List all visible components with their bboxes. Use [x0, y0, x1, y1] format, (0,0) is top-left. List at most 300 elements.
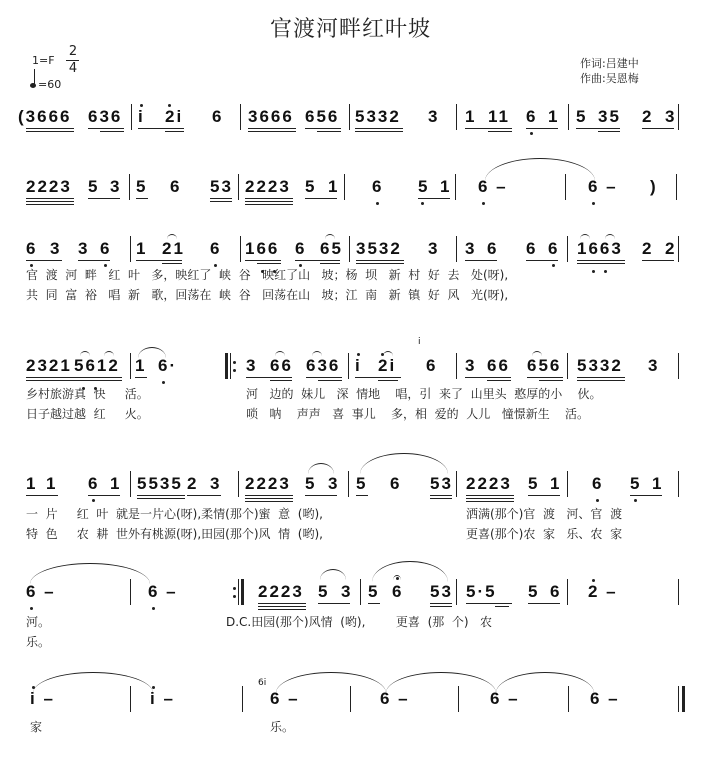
beam-underline: [495, 606, 509, 607]
note-group: 6 –: [380, 689, 410, 708]
note-group: 2i: [165, 107, 184, 126]
lyric-line: 家: [30, 720, 43, 734]
beam-underline: [378, 380, 398, 381]
lyric-line: 乡村旅游真 快 活。: [26, 387, 149, 401]
note-group: 3: [210, 474, 222, 493]
note-group: 3: [465, 239, 477, 258]
beam-underline: [539, 380, 563, 381]
slur-arc: [386, 672, 496, 693]
note-group: 1: [652, 474, 664, 493]
slur-arc: [605, 234, 615, 239]
note-group: 2223: [26, 177, 72, 196]
slur-arc: [30, 563, 150, 584]
bar-line: [349, 104, 350, 130]
beam-underline: [577, 377, 625, 378]
bar-line: [567, 579, 568, 605]
beam-underline: [26, 198, 74, 199]
note-group: 2321: [26, 356, 72, 375]
bar-line: [456, 471, 457, 497]
octave-dot: [30, 264, 33, 267]
slur-arc: [320, 569, 346, 580]
score-system: [0, 177, 701, 196]
beam-underline: [165, 131, 184, 132]
note-group: 6 –: [490, 689, 520, 708]
beam-underline: [430, 495, 452, 496]
beam-underline: [248, 128, 296, 129]
note-group: 2 –: [588, 582, 618, 601]
bar-line: [240, 236, 241, 262]
score-system: [0, 678, 701, 734]
bar-line: [131, 104, 132, 130]
note-group: 6: [548, 239, 560, 258]
slur-arc: [167, 234, 177, 239]
octave-dot: [168, 104, 171, 107]
note-group: 66: [270, 356, 293, 375]
bar-line: [360, 579, 361, 605]
note-group: i –: [30, 689, 55, 708]
slur-arc: [485, 158, 595, 181]
bar-line: [567, 236, 568, 262]
slur-arc: [325, 234, 335, 239]
beam-underline: [245, 498, 293, 499]
beam-underline: [270, 380, 292, 381]
note-group: 6: [170, 177, 182, 196]
repeat-dot: [233, 361, 236, 364]
note-group: 6: [372, 177, 384, 196]
note-group: 1663: [577, 239, 623, 258]
beam-underline: [487, 377, 511, 378]
note-group: 166: [245, 239, 280, 258]
bar-line: [130, 353, 131, 379]
note-group: 2: [642, 107, 654, 126]
note-group: 3: [246, 356, 258, 375]
note-group: 5: [528, 582, 540, 601]
note-group: 6·: [158, 356, 178, 375]
beam-underline: [270, 377, 292, 378]
beam-underline: [539, 377, 563, 378]
note-group: 3: [341, 582, 353, 601]
note-group: 2: [642, 239, 654, 258]
note-group: 6 –: [588, 177, 618, 196]
score-system: [0, 239, 701, 302]
note-group: 1: [440, 177, 452, 196]
note-group: 1: [46, 474, 58, 493]
time-signature-bottom: 4: [68, 61, 78, 76]
beam-underline: [26, 495, 58, 496]
beam-underline: [318, 603, 350, 604]
slur-arc: [308, 463, 334, 474]
beam-underline: [598, 128, 620, 129]
repeat-dot: [233, 587, 236, 590]
key-signature: 1=F: [32, 54, 55, 67]
octave-dot: [152, 686, 155, 689]
note-group: 5: [356, 474, 368, 493]
note-group: 1: [110, 474, 122, 493]
beam-underline: [368, 603, 380, 604]
beam-underline: [78, 260, 110, 261]
beam-underline: [488, 128, 512, 129]
bar-line: [678, 104, 679, 130]
beam-underline: [245, 204, 293, 205]
note-group: 6 –: [270, 689, 300, 708]
note-group: 3: [328, 474, 340, 493]
lyric-line: 洒满(那个)官 渡 河、官 渡: [466, 507, 623, 521]
note-group: 1: [136, 239, 148, 258]
bar-line: [348, 353, 349, 379]
beam-underline: [88, 495, 120, 496]
octave-dot: [530, 132, 533, 135]
bar-line: [678, 353, 679, 379]
note-group: 5332: [577, 356, 623, 375]
note-group: 6: [210, 239, 222, 258]
note-group: 2223: [245, 177, 291, 196]
note-group: 1: [548, 107, 560, 126]
beam-underline: [258, 603, 306, 604]
octave-dot: [376, 202, 379, 205]
note-group: 6: [100, 239, 112, 258]
octave-dot: [162, 381, 165, 384]
note-group: 5: [576, 107, 588, 126]
note-group: ): [650, 177, 658, 196]
note-group: 3: [110, 177, 122, 196]
beam-underline: [74, 377, 122, 378]
beam-underline: [356, 495, 368, 496]
score-system: [0, 337, 701, 421]
beam-underline: [318, 380, 342, 381]
beam-underline: [577, 380, 625, 381]
composer-credit: 作曲:吴恩梅: [580, 72, 639, 85]
lyric-line: 官 渡 河 畔 红 叶 多，映红了 峡 谷 映红了山 坡；杨 坝 新 村 好 去 处(呀),: [26, 268, 509, 282]
bar-line: [678, 471, 679, 497]
score-system: [0, 582, 701, 649]
repeat-dot: [233, 369, 236, 372]
bar-line: [238, 471, 239, 497]
lyric-line: 特 色 农 耕 世外有桃源(呀),田园(那个)风 情 (哟),: [26, 527, 323, 541]
beam-underline: [245, 198, 293, 199]
note-group: 3532: [356, 239, 402, 258]
slur-arc: [580, 234, 590, 239]
slur-arc: [372, 561, 448, 582]
beam-underline: [356, 260, 404, 261]
note-group: 6 –: [26, 582, 56, 601]
note-group: 6: [487, 239, 499, 258]
note-group: 3: [665, 107, 677, 126]
beam-underline: [305, 198, 337, 199]
beam-underline: [577, 263, 625, 264]
slur-arc: [80, 351, 90, 356]
note-group: 6: [390, 474, 402, 493]
time-signature-top: 2: [68, 44, 78, 59]
note-group: 636: [306, 356, 341, 375]
bar-line: [568, 104, 569, 130]
note-group: 2223: [466, 474, 512, 493]
final-thin-line: [678, 686, 679, 712]
note-group: 3666: [248, 107, 294, 126]
note-group: 3: [465, 356, 477, 375]
lyric-line: 乐。: [270, 720, 295, 734]
octave-dot: [482, 202, 485, 205]
note-group: 3: [648, 356, 660, 375]
beam-underline: [257, 263, 281, 264]
beam-underline: [187, 495, 221, 496]
beam-underline: [245, 201, 293, 202]
bar-line: [456, 104, 457, 130]
lyricist-credit: 作词:吕建中: [580, 57, 639, 70]
note-group: 6: [592, 474, 604, 493]
bar-line: [456, 579, 457, 605]
lyric-line: 共 同 富 裕 唱 新 歌，回荡在 峡 谷 回荡在山 坡；江 南 新 镇 好 风 光(呀),: [26, 288, 509, 302]
song-title: 官渡河畔红叶坡: [269, 17, 431, 42]
beam-underline: [162, 263, 182, 264]
bar-line: [455, 174, 456, 200]
repeat-start-thin-line: [230, 353, 231, 379]
fermata-dot: [396, 577, 399, 580]
score-system: [0, 474, 701, 541]
beam-underline: [26, 204, 74, 205]
note-group: 6: [550, 582, 562, 601]
octave-dot: [421, 202, 424, 205]
slur-arc: [104, 351, 114, 356]
bar-line: [238, 174, 239, 200]
beam-underline: [100, 131, 124, 132]
beam-underline: [248, 131, 296, 132]
bar-line: [130, 471, 131, 497]
lyric-line: 一 片 红 叶 就是一片心(呀),柔情(那个)蜜 意 (哟),: [26, 507, 323, 521]
note-group: 1: [26, 474, 38, 493]
bar-line: [456, 236, 457, 262]
beam-underline: [165, 128, 184, 129]
note-group: 53: [430, 474, 453, 493]
lyric-line: 河 边的 妹儿 深 情地 唱，引 来了 山里头 憨厚的小 伙。: [246, 387, 602, 401]
beam-underline: [430, 498, 452, 499]
bar-line: [242, 686, 243, 712]
note-group: 5: [88, 177, 100, 196]
beam-underline: [487, 380, 511, 381]
note-group: 65: [320, 239, 343, 258]
beam-underline: [26, 380, 74, 381]
octave-dot: [299, 264, 302, 267]
note-group: 5: [528, 474, 540, 493]
bar-line: [567, 471, 568, 497]
slur-arc: [496, 672, 594, 693]
beam-underline: [528, 603, 560, 604]
beam-underline: [245, 501, 293, 502]
note-group: 3: [428, 239, 440, 258]
slur-arc: [312, 351, 322, 356]
beam-underline: [356, 263, 404, 264]
beam-underline: [598, 131, 620, 132]
beam-underline: [305, 495, 337, 496]
bar-line: [678, 579, 679, 605]
note-group: 1: [328, 177, 340, 196]
octave-dot: [92, 499, 95, 502]
note-group: i –: [150, 689, 175, 708]
beam-underline: [495, 603, 509, 604]
note-group: 6: [88, 474, 100, 493]
lyric-line: 更喜(那个)农 家 乐、农 家: [466, 527, 623, 541]
beam-underline: [355, 131, 403, 132]
note-group: 5: [318, 582, 330, 601]
bar-line: [676, 174, 677, 200]
note-group: 53: [430, 582, 453, 601]
octave-dot: [104, 264, 107, 267]
note-group: 5: [305, 474, 317, 493]
octave-dot: [592, 579, 595, 582]
beam-underline: [137, 495, 185, 496]
beam-underline: [642, 260, 674, 261]
note-group: 11: [488, 107, 510, 126]
bar-line: [240, 104, 241, 130]
beam-underline: [317, 128, 341, 129]
beam-underline: [88, 198, 120, 199]
beam-underline: [466, 501, 514, 502]
beam-underline: [162, 260, 182, 261]
beam-underline: [245, 495, 293, 496]
bar-line: [344, 174, 345, 200]
note-group: 53: [210, 177, 233, 196]
lyric-line: 日子越过越 红 火。: [26, 407, 149, 421]
note-group: 5612: [74, 356, 120, 375]
beam-underline: [257, 260, 281, 261]
octave-dot: [634, 499, 637, 502]
note-group: 6: [26, 239, 38, 258]
beam-underline: [136, 198, 148, 199]
note-group: 5: [305, 177, 317, 196]
beam-underline: [466, 495, 514, 496]
beam-underline: [318, 377, 342, 378]
beam-underline: [26, 131, 74, 132]
octave-dot: [152, 607, 155, 610]
beam-underline: [320, 260, 340, 261]
note-group: 66: [487, 356, 510, 375]
bar-line: [567, 353, 568, 379]
grace-note: i: [418, 337, 421, 347]
bar-line: [678, 236, 679, 262]
score-system: [0, 107, 701, 126]
lyric-line: 乐。: [26, 635, 51, 649]
beam-underline: [26, 260, 62, 261]
beam-underline: [137, 498, 185, 499]
octave-dot: [214, 264, 217, 267]
note-group: 6 –: [148, 582, 178, 601]
beam-underline: [430, 603, 452, 604]
note-group: 6 –: [590, 689, 620, 708]
beam-underline: [258, 609, 306, 610]
note-group: 636: [88, 107, 123, 126]
repeat-end-thick-line: [241, 579, 244, 605]
beam-underline: [100, 128, 124, 129]
octave-dot: [592, 202, 595, 205]
note-group: 1: [135, 356, 147, 375]
beam-underline: [488, 131, 512, 132]
beam-underline: [526, 128, 558, 129]
note-group: 6: [295, 239, 307, 258]
repeat-start-thick-line: [225, 353, 228, 379]
lyric-line: 河。: [26, 615, 51, 629]
lyric-line: 唢 呐 声声 喜 事儿 多，相 爱的 人儿 憧憬新生 活。: [246, 407, 589, 421]
note-group: 6 –: [478, 177, 508, 196]
note-group: 5: [630, 474, 642, 493]
beam-underline: [528, 495, 560, 496]
slur-arc: [138, 347, 166, 358]
note-group: 2: [187, 474, 199, 493]
note-group: 6: [392, 582, 404, 601]
octave-dot: [596, 499, 599, 502]
note-group: 1: [465, 107, 477, 126]
beam-underline: [135, 377, 147, 378]
note-group: 6: [526, 107, 538, 126]
beam-underline: [74, 380, 122, 381]
note-group: 5: [136, 177, 148, 196]
octave-dot: [592, 270, 595, 273]
bar-line: [348, 471, 349, 497]
note-group: 21: [162, 239, 185, 258]
note-group: 656: [305, 107, 340, 126]
note-group: i: [138, 107, 145, 126]
tempo-marking: =60: [38, 78, 62, 91]
octave-dot: [140, 104, 143, 107]
note-group: 5·5: [466, 582, 497, 601]
beam-underline: [577, 260, 625, 261]
note-group: 3: [428, 107, 440, 126]
slur-arc: [532, 351, 542, 356]
note-group: 1: [550, 474, 562, 493]
note-group: 2i: [378, 356, 397, 375]
note-group: 6: [426, 356, 438, 375]
repeat-dot: [233, 595, 236, 598]
octave-dot: [552, 264, 555, 267]
beam-underline: [26, 128, 74, 129]
grace-note: 6i: [258, 678, 267, 688]
note-group: 3: [78, 239, 90, 258]
bar-line: [456, 353, 457, 379]
bar-line: [129, 174, 130, 200]
slur-arc: [275, 351, 285, 356]
beam-underline: [210, 201, 232, 202]
beam-underline: [378, 377, 398, 378]
note-group: 5: [418, 177, 430, 196]
beam-underline: [642, 128, 674, 129]
beam-underline: [526, 260, 558, 261]
beam-underline: [418, 198, 450, 199]
beam-underline: [320, 263, 340, 264]
note-group: 2: [665, 239, 677, 258]
note-group: 35: [598, 107, 621, 126]
slur-arc: [383, 351, 393, 356]
note-group: 2223: [245, 474, 291, 493]
final-thick-line: [682, 686, 685, 712]
octave-dot: [604, 270, 607, 273]
slur-arc: [360, 453, 448, 474]
note-group: 6: [212, 107, 224, 126]
bar-line: [130, 236, 131, 262]
quarter-note-head-icon: [30, 83, 36, 88]
octave-dot: [30, 607, 33, 610]
beam-underline: [258, 606, 306, 607]
beam-underline: [630, 495, 662, 496]
note-group: 6: [526, 239, 538, 258]
slur-arc: [276, 672, 386, 693]
note-group: i: [355, 356, 362, 375]
beam-underline: [26, 377, 74, 378]
note-group: (3666: [18, 107, 72, 126]
beam-underline: [26, 201, 74, 202]
note-group: 5535: [137, 474, 183, 493]
note-group: 2223: [258, 582, 304, 601]
beam-underline: [465, 260, 497, 261]
bar-line: [349, 236, 350, 262]
lyric-line: D.C.田园(那个)风情 (哟), 更喜 (那 个) 农: [226, 615, 492, 629]
